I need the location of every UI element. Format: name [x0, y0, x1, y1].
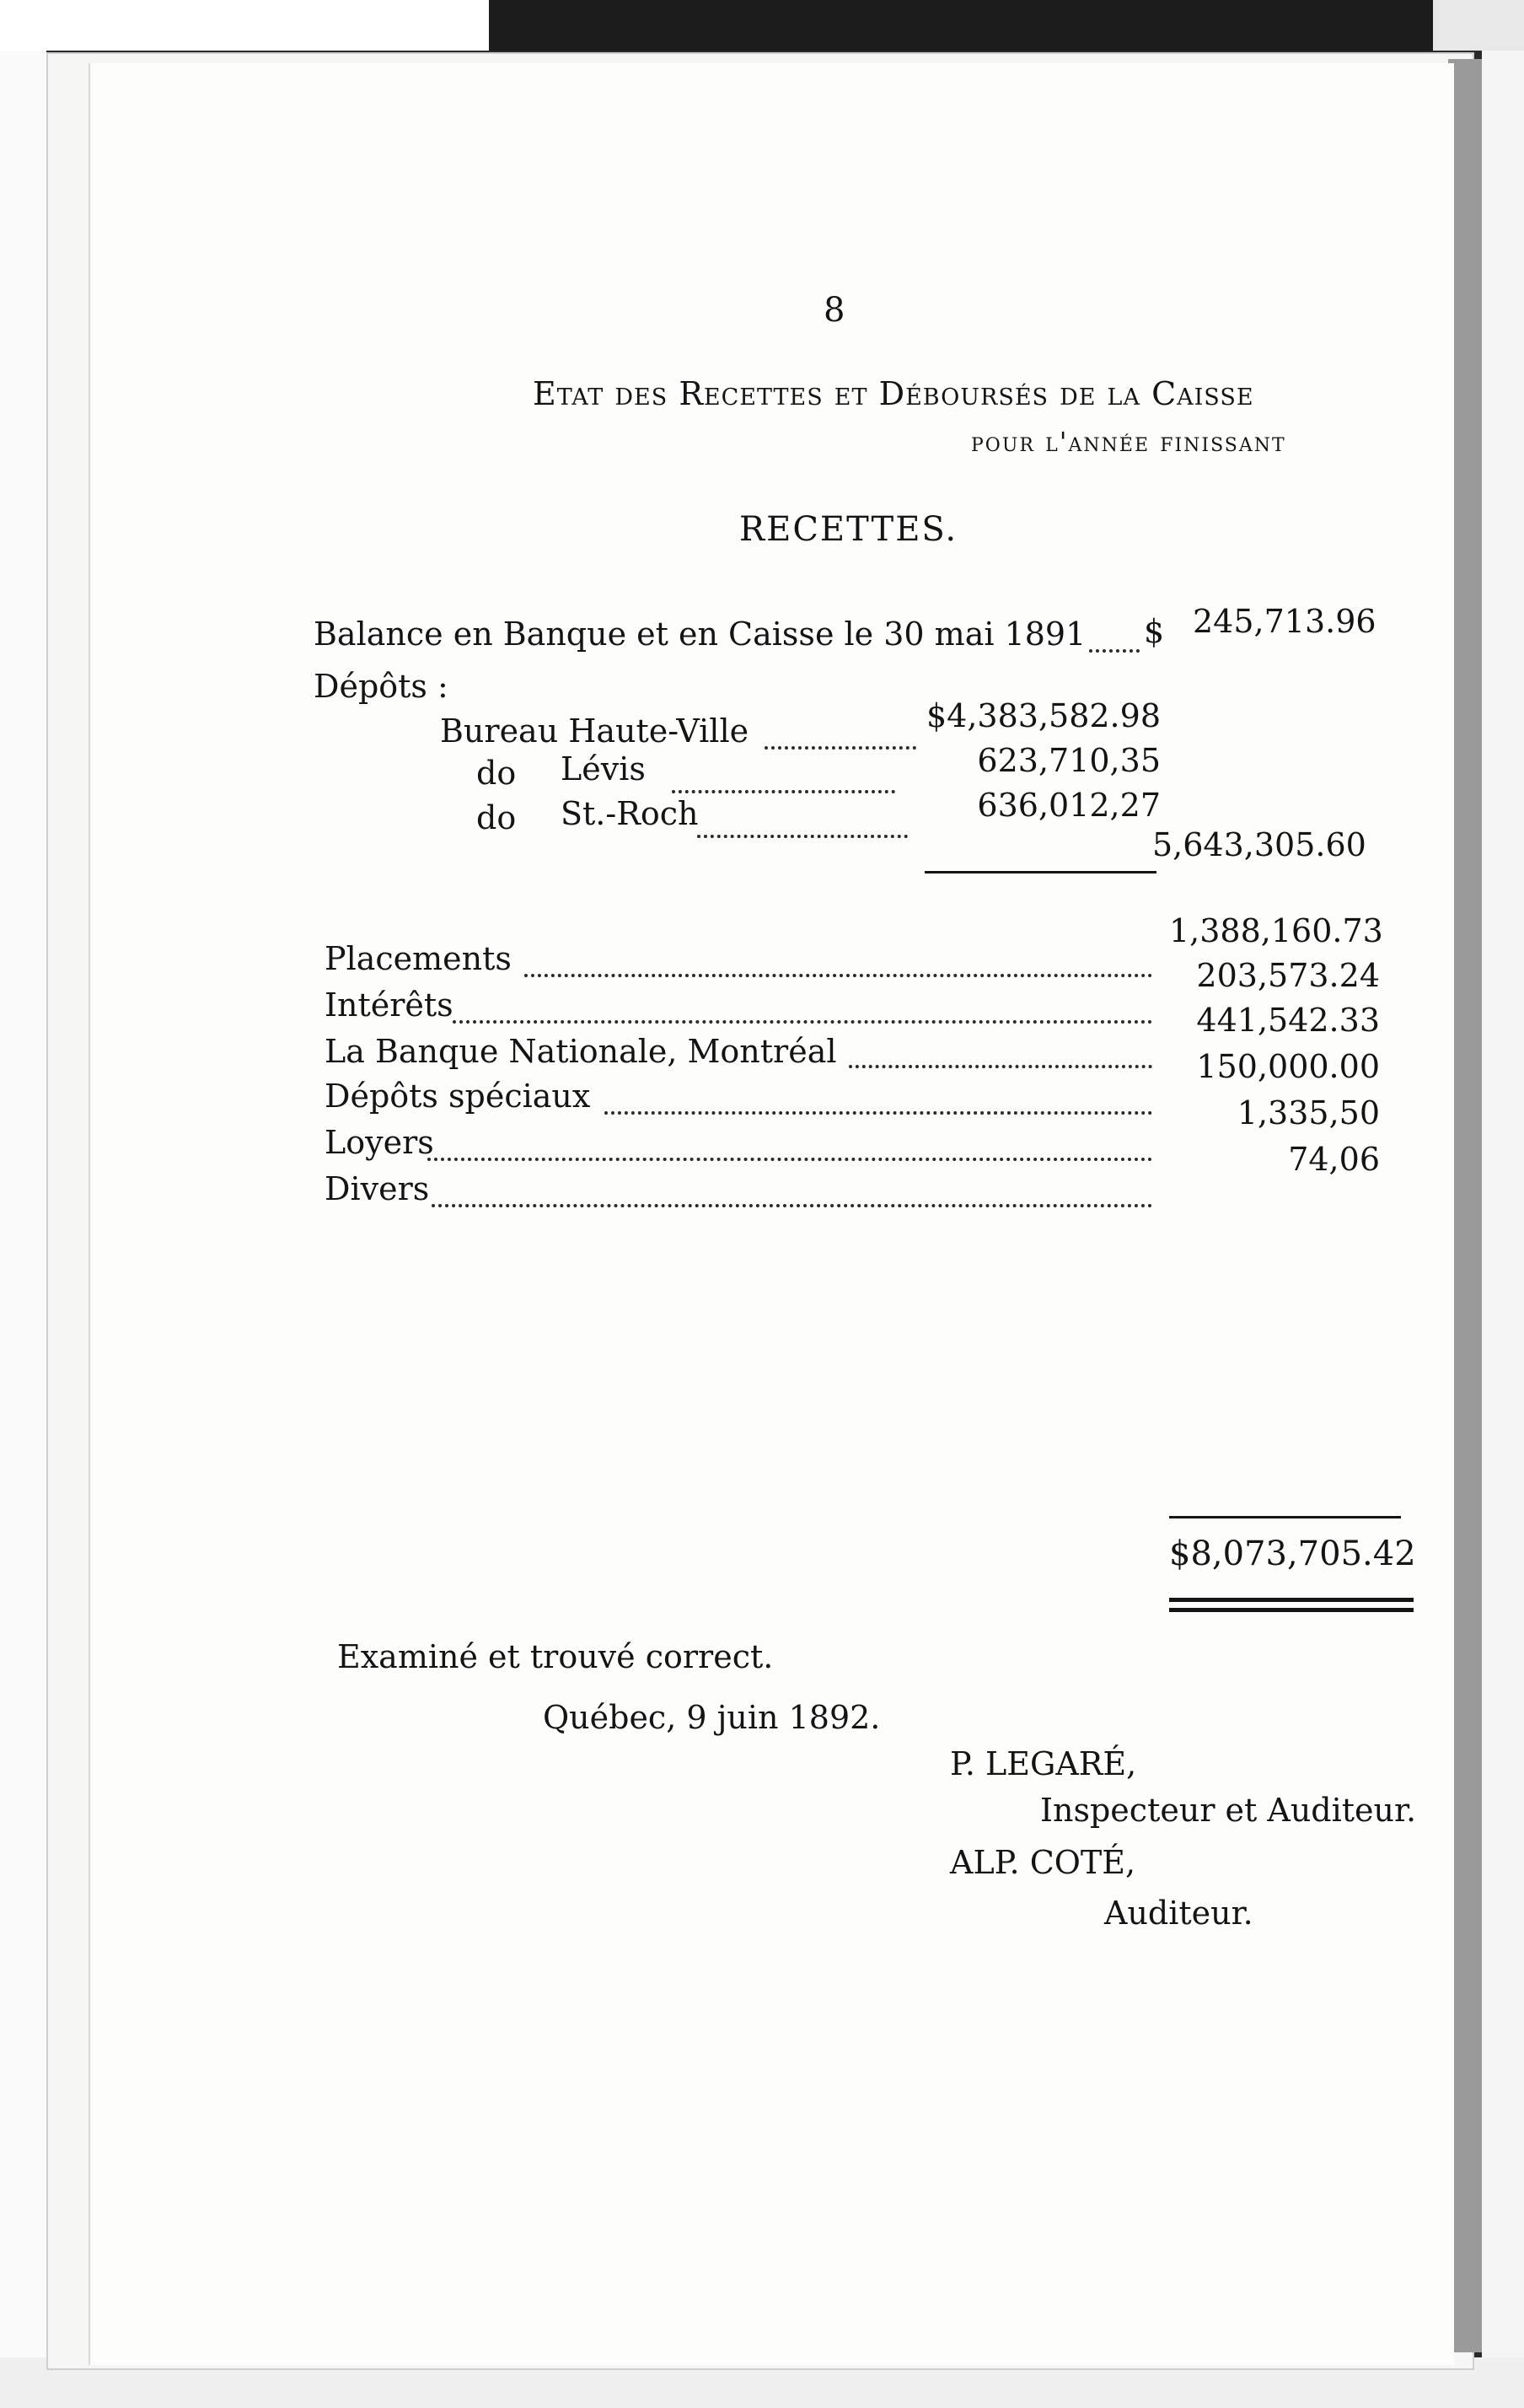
leader-dots: [524, 974, 1152, 977]
deposits-label: Dépôts :: [314, 668, 448, 705]
place-date: Québec, 9 juin 1892.: [543, 1699, 881, 1736]
balance-amount: 245,713.96: [1193, 603, 1376, 640]
balance-label: Balance en Banque et en Caisse le 30 mai 1891: [314, 615, 1087, 653]
leader-dots: [453, 1020, 1152, 1024]
deposit-name: St.-Roch: [561, 795, 699, 832]
deposit-name: Bureau Haute-Ville: [440, 712, 749, 750]
leader-dots: [604, 1111, 1152, 1115]
deposits-subtotal: 5,643,305.60: [1152, 826, 1366, 863]
leader-dots: [1089, 649, 1140, 653]
leader-dots: [849, 1065, 1152, 1068]
balance-dollar-sign: $: [1144, 613, 1165, 650]
document-subtitle: pour l'année finissant: [971, 426, 1286, 458]
total-double-rule: [1169, 1608, 1414, 1612]
document-title: Etat des Recettes et Déboursés de la Caisse: [533, 375, 1254, 412]
document-page: [89, 63, 1454, 2365]
item-label: Divers: [325, 1170, 430, 1207]
item-amount: 441,542.33: [1196, 1002, 1380, 1039]
scan-background: [0, 0, 489, 51]
total-rule: [1169, 1516, 1401, 1518]
item-amount: 150,000.00: [1196, 1048, 1380, 1085]
leader-dots: [697, 835, 908, 838]
leader-dots: [427, 1158, 1152, 1161]
item-label: Dépôts spéciaux: [325, 1078, 591, 1115]
total-double-rule: [1169, 1598, 1414, 1602]
item-amount: 1,388,160.73: [1169, 912, 1383, 949]
deposit-amount: 636,012,27: [977, 787, 1161, 824]
page-number: 8: [824, 291, 845, 330]
deposit-amount: $4,383,582.98: [926, 697, 1161, 734]
section-heading: RECETTES.: [739, 510, 958, 549]
grand-total: $8,073,705.42: [1169, 1535, 1416, 1573]
item-label: La Banque Nationale, Montréal: [325, 1033, 837, 1070]
scan-margin: [0, 51, 46, 2408]
leader-dots: [765, 746, 916, 750]
signatory-name: P. LEGARÉ,: [950, 1745, 1137, 1782]
deposit-prefix: do: [476, 799, 517, 836]
deposit-prefix: do: [476, 755, 517, 792]
item-label: Placements: [325, 940, 512, 977]
deposit-amount: 623,710,35: [977, 742, 1161, 779]
item-amount: 203,573.24: [1196, 957, 1380, 994]
deposit-name: Lévis: [561, 750, 646, 787]
subtotal-rule: [925, 871, 1156, 873]
signatory-title: Inspecteur et Auditeur.: [1040, 1792, 1417, 1829]
examined-note: Examiné et trouvé correct.: [337, 1638, 774, 1675]
leader-dots: [432, 1204, 1152, 1207]
signatory-name: ALP. COTÉ,: [950, 1844, 1136, 1881]
item-label: Loyers: [325, 1124, 434, 1161]
item-amount: 1,335,50: [1237, 1094, 1380, 1131]
item-label: Intérêts: [325, 986, 453, 1024]
scan-background: [1433, 0, 1524, 51]
scan-margin: [1482, 51, 1524, 2408]
leader-dots: [672, 790, 895, 793]
signatory-title: Auditeur.: [1104, 1895, 1253, 1932]
scan-background: [489, 0, 1467, 51]
item-amount: 74,06: [1288, 1141, 1380, 1178]
